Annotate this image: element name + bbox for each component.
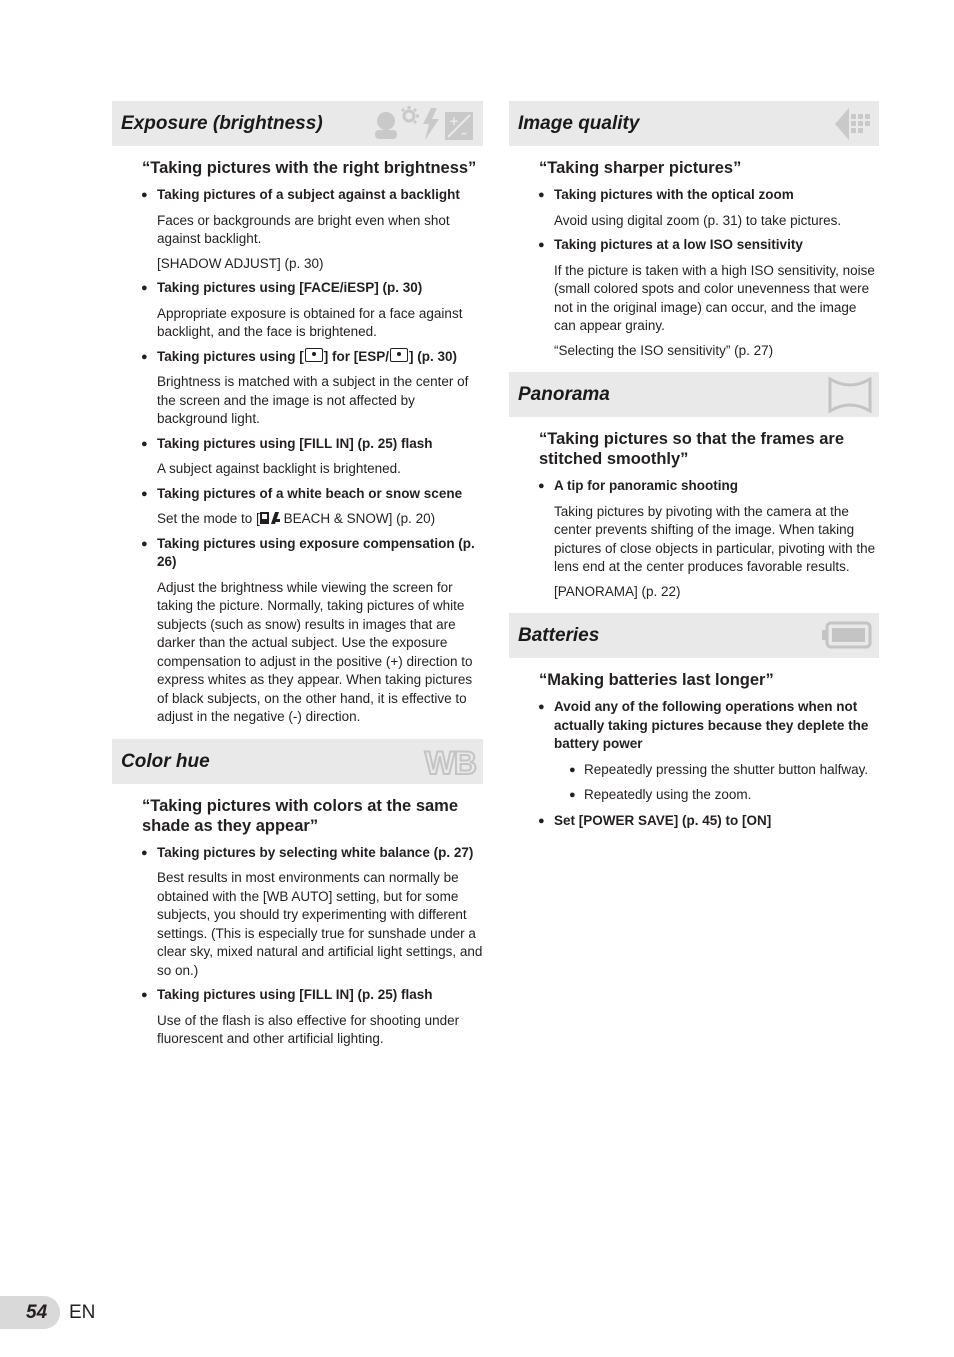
language-code: EN — [69, 1302, 96, 1323]
bullet-panorama-tip: ● A tip for panoramic shooting — [554, 477, 879, 496]
section-header-color-hue — [112, 739, 483, 784]
body-face-iesp: Appropriate exposure is obtained for a face against backlight, and the face is brightened. — [157, 305, 463, 339]
spot-metering-icon — [305, 348, 323, 362]
section-title-image-quality: Image quality — [518, 113, 640, 134]
section-title-panorama: Panorama — [518, 384, 610, 405]
bullet-fill-in-flash-color: ● Taking pictures using [FILL IN] (p. 25) flash — [157, 986, 483, 1005]
beach-snow-mode-icon — [260, 511, 280, 525]
body-spot-metering: Brightness is matched with a subject in the center of the screen and the image is not affected by background light. — [157, 374, 469, 426]
subhead-exposure: “Taking pictures with the right brightness” — [142, 159, 477, 177]
body-low-iso: If the picture is taken with a high ISO sensitivity, noise (small colored spots and color unevenness that were not in the original image) can occur, and the image can appear grainy. — [554, 262, 875, 333]
exposure-compensation-icon — [445, 112, 473, 140]
section-header-panorama — [509, 372, 879, 417]
ref-shadow-adjust: [SHADOW ADJUST] (p. 30) — [157, 255, 324, 271]
bullet-exposure-compensation: ● Taking pictures using exposure compensation (p. 26) — [157, 535, 483, 572]
brightness-icon — [402, 106, 419, 123]
battery-icon — [822, 621, 872, 654]
bullet-spot-text-a: Taking pictures using [ — [157, 348, 304, 364]
body-panorama-tip: Taking pictures by pivoting with the camera at the center prevents shifting of the image. When taking pictures of close objects in particular, pivoting with the lens end at the center produces favorable results. — [554, 503, 876, 574]
bullet-spot-metering — [157, 348, 483, 367]
body-optical-zoom: Avoid using digital zoom (p. 31) to take pictures. — [554, 212, 842, 228]
face-icon — [375, 112, 397, 139]
bullet-white-balance: ● Taking pictures by selecting white balance (p. 27) — [157, 844, 483, 863]
subbullet-shutter-halfway: ● Repeatedly pressing the shutter button halfway. — [584, 761, 879, 780]
bullet-backlight: ● Taking pictures of a subject against a backlight — [157, 186, 483, 205]
panorama-icon — [828, 377, 872, 418]
bullet-optical-zoom: ● Taking pictures with the optical zoom — [554, 186, 879, 205]
bullet-beach-snow: ● Taking pictures of a white beach or snow scene — [157, 485, 483, 504]
left-column — [112, 101, 483, 1055]
bullet-face-iesp: ● Taking pictures using [FACE/iESP] (p. 30) — [157, 279, 483, 298]
spot-metering-icon — [390, 348, 408, 362]
svg-text:–: – — [461, 126, 467, 140]
image-quality-icon — [833, 106, 873, 147]
white-balance-icon — [425, 745, 476, 782]
section-header-batteries — [509, 613, 879, 658]
subhead-panorama: “Taking pictures so that the frames are stitched smoothly” — [539, 430, 845, 468]
body-exposure-compensation: Adjust the brightness while viewing the screen for taking the picture. Normally, taking pictures of white subjects (such as snow) results in images that are darker than the actual subject. Use the exposure compensation to adjust in the positive (+) direction to express whites as they appear. When taking pictures of black subjects, on the other hand, it is effective to adjust in the negative (-) direction. — [157, 579, 473, 724]
bullet-spot-text-c: ] (p. 30) — [409, 348, 458, 364]
ref-iso: “Selecting the ISO sensitivity” (p. 27) — [554, 342, 774, 358]
right-column — [509, 101, 879, 837]
section-title-exposure: Exposure (brightness) — [121, 113, 323, 134]
bullet-power-save: ● Set [POWER SAVE] (p. 45) to [ON] — [554, 812, 879, 831]
subhead-image-quality: “Taking sharper pictures” — [539, 159, 742, 177]
section-header-exposure — [112, 101, 483, 146]
body-backlight: Faces or backgrounds are bright even when shot against backlight. — [157, 212, 450, 246]
beach-text-b: BEACH & SNOW] (p. 20) — [279, 511, 436, 526]
body-white-balance: Best results in most environments can normally be obtained with the [WB AUTO] setting, but for some subjects, you should try experimenting with different settings. (This is especially true for sunshade under a clear sky, mixed natural and artificial light settings, and so on.) — [157, 870, 483, 978]
beach-text-a: Set the mode to [ — [157, 511, 260, 526]
svg-text:+: + — [449, 114, 460, 128]
section-header-image-quality — [509, 101, 879, 146]
bullet-spot-text-b: ] for [ESP/ — [323, 348, 390, 364]
page-number: 54 — [26, 1302, 48, 1323]
body-fill-in-flash: A subject against backlight is brightened. — [157, 461, 401, 476]
ref-panorama: [PANORAMA] (p. 22) — [554, 583, 681, 599]
wb-icon-text: WB — [424, 744, 476, 781]
subbullet-zoom: ● Repeatedly using the zoom. — [584, 786, 879, 805]
exposure-icons — [373, 106, 477, 147]
subhead-color-hue: “Taking pictures with colors at the same shade as they appear” — [142, 796, 459, 835]
body-beach-snow — [157, 510, 483, 529]
section-title-color-hue: Color hue — [121, 750, 210, 772]
body-fill-in-flash-color: Use of the flash is also effective for shooting under fluorescent and other artificial lighting. — [157, 1012, 460, 1046]
section-title-batteries: Batteries — [518, 625, 600, 646]
subhead-batteries: “Making batteries last longer” — [539, 671, 774, 689]
flash-icon — [423, 108, 439, 140]
bullet-avoid-operations: ● Avoid any of the following operations when not actually taking pictures because they deplete the battery power — [554, 698, 879, 754]
bullet-fill-in-flash: ● Taking pictures using [FILL IN] (p. 25) flash — [157, 435, 483, 454]
bullet-low-iso: ● Taking pictures at a low ISO sensitivity — [554, 236, 879, 255]
